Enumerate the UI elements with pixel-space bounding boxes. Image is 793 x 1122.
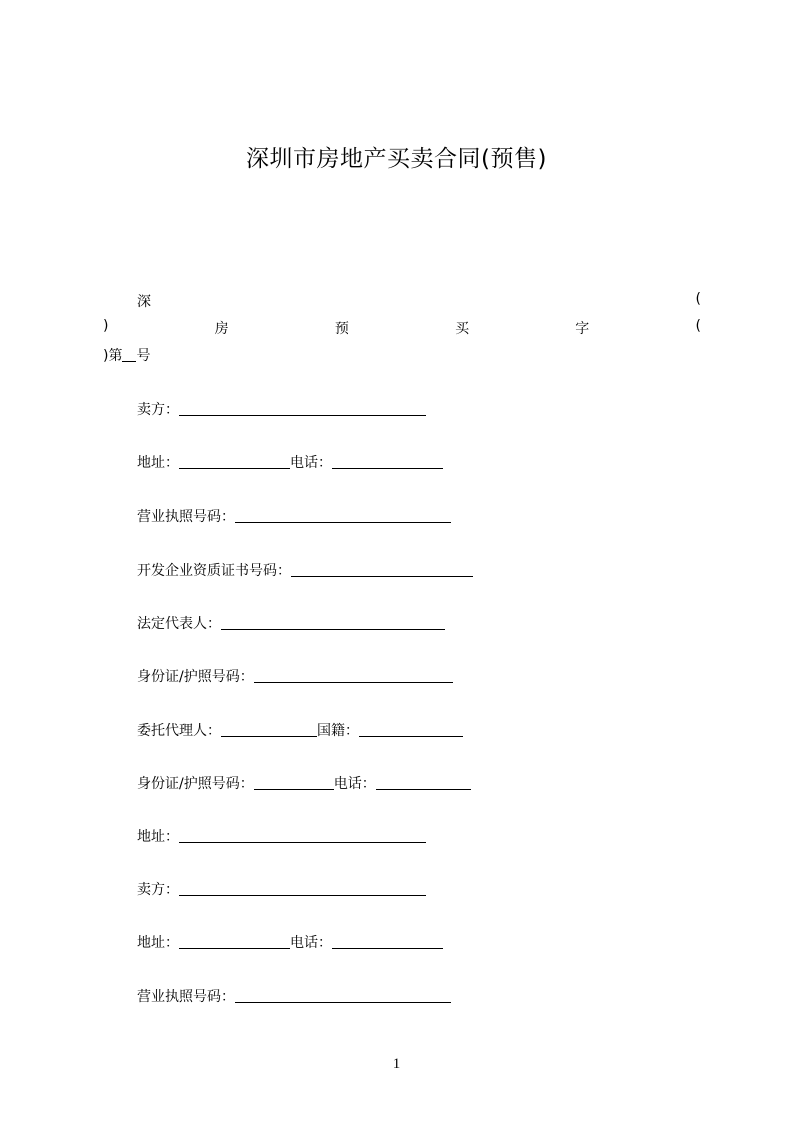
field-label: 委托代理人： [137, 723, 221, 739]
address-blank[interactable] [179, 454, 290, 469]
field-label: 电话： [333, 776, 376, 792]
contract-number-line-3 [103, 345, 150, 365]
field-label: 开发企业资质证书号码： [137, 563, 291, 579]
qualification-cert-field [137, 560, 473, 580]
number-suffix: 号 [136, 348, 151, 364]
legal-rep-blank[interactable] [221, 615, 445, 630]
document-title: 深圳市房地产买卖合同(预售) [246, 146, 547, 172]
number-text: 深 [137, 294, 151, 310]
field-label: 身份证/护照号码： [137, 669, 254, 685]
field-label: 营业执照号码： [137, 989, 235, 1005]
agent-address-field [137, 826, 426, 846]
page-number: 1 [392, 1056, 401, 1072]
field-label: 卖方： [137, 882, 179, 898]
field-label: 国籍： [317, 723, 359, 739]
agent-phone-blank[interactable] [376, 775, 471, 790]
agent-nationality-field [137, 720, 463, 740]
number-text: ( [695, 291, 701, 307]
field-label: 法定代表人： [137, 616, 221, 632]
number-text: ) [103, 318, 109, 334]
seller-blank-2[interactable] [179, 881, 426, 896]
field-label: 卖方： [137, 402, 179, 418]
agent-address-blank[interactable] [179, 828, 426, 843]
field-label: 电话： [290, 935, 332, 951]
contract-number-blank[interactable] [122, 347, 136, 362]
legal-rep-field [137, 613, 445, 633]
phone-blank-2[interactable] [332, 934, 443, 949]
field-label: 地址： [137, 829, 179, 845]
id-passport-blank[interactable] [254, 668, 453, 683]
agent-id-phone-field [137, 773, 471, 793]
address-phone-field-2 [137, 932, 443, 952]
business-license-field-2 [137, 986, 451, 1006]
seller-field-2 [137, 879, 426, 899]
business-license-blank-2[interactable] [235, 988, 451, 1003]
contract-number-line-1 [103, 291, 701, 311]
qualification-cert-blank[interactable] [291, 562, 473, 577]
field-label: 身份证/护照号码： [137, 776, 254, 792]
business-license-field [137, 506, 451, 526]
field-label: 地址： [137, 455, 179, 471]
address-blank-2[interactable] [179, 934, 290, 949]
field-label: 营业执照号码： [137, 509, 235, 525]
number-text: ( [695, 318, 701, 334]
nationality-blank[interactable] [359, 722, 463, 737]
number-prefix: )第 [103, 348, 123, 364]
number-text: 买 [455, 321, 470, 337]
field-label: 地址： [137, 935, 179, 951]
contract-number-line-2 [103, 318, 701, 338]
number-text: 房 [214, 321, 229, 337]
field-label: 电话： [290, 455, 332, 471]
id-passport-field [137, 666, 453, 686]
phone-blank[interactable] [332, 454, 443, 469]
number-text: 字 [575, 321, 590, 337]
seller-blank[interactable] [179, 401, 426, 416]
address-phone-field [137, 452, 443, 472]
number-text: 预 [334, 321, 349, 337]
seller-field [137, 399, 426, 419]
agent-id-blank[interactable] [254, 775, 334, 790]
agent-blank[interactable] [221, 722, 317, 737]
business-license-blank[interactable] [235, 508, 451, 523]
